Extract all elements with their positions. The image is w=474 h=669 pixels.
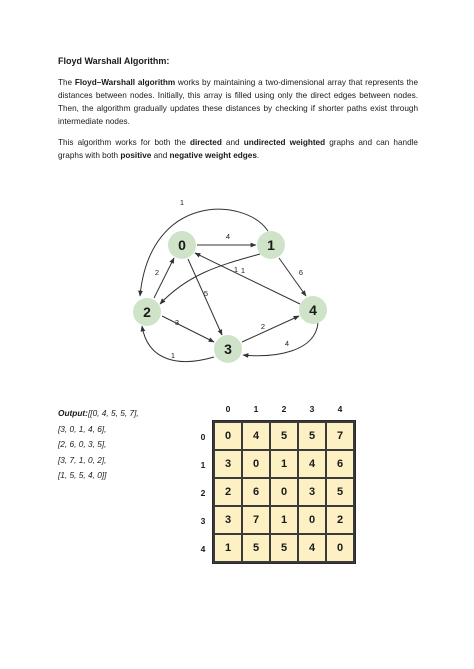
intro-paragraph: [58, 76, 418, 128]
matrix-row-header: 4: [200, 544, 206, 554]
output-line: [[0, 4, 5, 5, 7],: [87, 408, 139, 418]
bold-term: Floyd–Warshall algorithm: [74, 78, 176, 87]
bold-term: negative weight edges: [169, 151, 257, 160]
section-heading: Floyd Warshall Algorithm:: [58, 56, 170, 66]
matrix-row-header: 0: [200, 432, 206, 442]
matrix-cell: 6: [243, 479, 269, 505]
output-line: [3, 0, 1, 4, 6],: [58, 423, 107, 434]
edge-4-0: [195, 253, 300, 304]
edge-2-0: [154, 258, 174, 298]
text-run: This algorithm works for both the: [58, 138, 190, 147]
matrix-cell: 5: [271, 535, 297, 561]
matrix-col-header: 4: [337, 404, 343, 414]
matrix-col-header: 3: [309, 404, 315, 414]
graph-node-label: 2: [143, 304, 151, 320]
edge-weight-label: 1: [240, 266, 246, 275]
matrix-cell: 1: [215, 535, 241, 561]
edge-1-2: [160, 254, 260, 304]
matrix-cell: 7: [327, 423, 353, 449]
edge-weight-label: 4: [225, 232, 231, 241]
edge-3-2: [142, 326, 214, 362]
edge-weight-label: 2: [260, 322, 266, 331]
matrix-cell: 3: [215, 451, 241, 477]
text-run: and: [221, 138, 244, 147]
output-block: [58, 406, 139, 484]
distance-matrix: [196, 404, 356, 564]
matrix-row-header: 2: [200, 488, 206, 498]
matrix-cell: 7: [243, 507, 269, 533]
matrix-col-header: 1: [253, 404, 259, 414]
matrix-cell: 5: [327, 479, 353, 505]
matrix-cell: 6: [327, 451, 353, 477]
matrix-cell: 4: [299, 535, 325, 561]
matrix-row-header: 3: [200, 516, 206, 526]
matrix-cell: 4: [299, 451, 325, 477]
matrix-cell: 0: [299, 507, 325, 533]
matrix-cell: 2: [215, 479, 241, 505]
edge-3-4: [242, 316, 299, 342]
edge-weight-label: 6: [298, 268, 304, 277]
matrix-cell: 0: [327, 535, 353, 561]
bold-term: positive: [120, 151, 152, 160]
edge-weight-label: 4: [284, 339, 290, 348]
text-run: graphs and can handle graphs with both: [58, 138, 418, 160]
matrix-col-header: 0: [225, 404, 231, 414]
output-line: [2, 6, 0, 3, 5],: [58, 439, 107, 449]
edge-4-3: [243, 323, 318, 356]
matrix-cell: 0: [271, 479, 297, 505]
edge-weight-label: 1: [170, 351, 176, 360]
edge-weight-label: 2: [154, 268, 160, 277]
matrix-cell: 0: [215, 423, 241, 449]
matrix-cell: 3: [215, 507, 241, 533]
edge-weight-label: 1: [233, 265, 239, 274]
matrix-cell: 5: [271, 423, 297, 449]
graph-node-label: 4: [309, 302, 317, 318]
matrix-col-header: 2: [281, 404, 287, 414]
applicability-paragraph: [58, 136, 418, 162]
matrix-cell: 3: [299, 479, 325, 505]
matrix-cell: 4: [243, 423, 269, 449]
text-run: works by maintaining a two-dimensional array that represents the distances between nodes. Initially, this array is filled using only the direct edges between nodes. Then, the algorithm gradually updates these distances by checking if shorter paths exist through intermediate nodes.: [58, 78, 419, 126]
graph-node-label: 3: [224, 341, 232, 357]
matrix-cell: 2: [327, 507, 353, 533]
edge-2-3: [162, 316, 214, 342]
text-run: and: [151, 151, 170, 160]
matrix-cell: 5: [243, 535, 269, 561]
edge-weight-label: 1: [179, 198, 185, 207]
edge-1-4: [279, 258, 306, 296]
text-run: .: [256, 151, 260, 160]
matrix-cell: 5: [299, 423, 325, 449]
text-run: The: [58, 78, 75, 87]
output-label: Output:: [58, 408, 88, 418]
output-line: [3, 7, 1, 0, 2],: [58, 454, 107, 465]
output-line: [1, 5, 5, 4, 0]]: [58, 470, 107, 480]
graph-node-label: 0: [178, 237, 186, 253]
edge-weight-label: 3: [174, 318, 180, 327]
bold-term: directed: [189, 138, 222, 147]
graph-node-label: 1: [267, 237, 275, 253]
graph-diagram: [110, 192, 350, 382]
matrix-cell: 0: [243, 451, 269, 477]
edge-outer-arc: [140, 209, 268, 296]
matrix-row-header: 1: [200, 460, 206, 470]
edge-weight-label: 5: [203, 289, 209, 298]
bold-term: undirected weighted: [243, 138, 326, 147]
matrix-cell: 1: [271, 507, 297, 533]
matrix-grid: [212, 420, 356, 564]
matrix-cell: 1: [271, 451, 297, 477]
